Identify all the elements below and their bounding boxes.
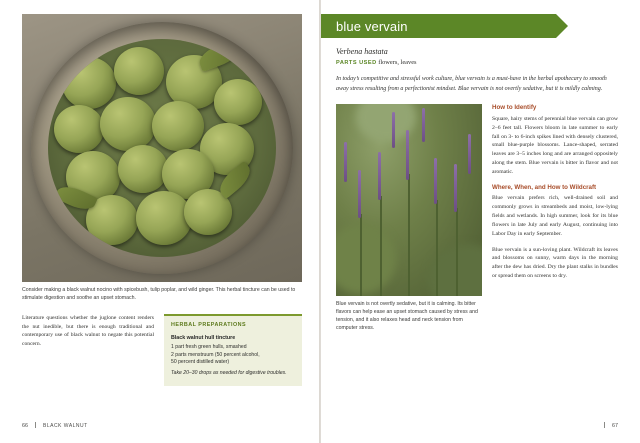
black-walnut-photo (22, 14, 302, 282)
left-page-footer (22, 421, 88, 429)
photo-caption-right: Blue vervain is not overtly sedative, but it is calming. Its bitter flavors can help ease an upset stomach caused by stress and tension, and it also relaxes head and neck tension from computer stress. (336, 301, 478, 331)
page-gutter (319, 0, 321, 443)
closing-paragraph: Blue vervain is a sun-loving plant. Wildcraft its leaves and blossoms on sunny, warm days in the morning after the dew has dried. Dry the plant stalks in bundles or spread them on screens to dry. (492, 246, 618, 280)
section-heading-wildcraft: Where, When, and How to Wildcraft (492, 183, 597, 191)
photo-caption-left: Consider making a black walnut nocino with spicebush, tulip poplar, and wild ginger. This herbal tincture can be used to stimulate digestion and soothe an upset stomach. (22, 287, 296, 301)
prep-recipe-title: Black walnut hull tincture (171, 335, 236, 342)
folio-right: 67 (612, 423, 618, 429)
parts-used-row (336, 59, 618, 66)
parts-used-value: flowers, leaves (378, 59, 417, 66)
prep-line-3: 50 percent distilled water) (171, 359, 230, 366)
footer-divider-right (604, 422, 605, 428)
right-page (320, 0, 640, 443)
prep-box-heading: HERBAL PREPARATIONS (171, 322, 247, 329)
blue-vervain-photo (336, 104, 482, 296)
lede-paragraph: In today’s competitive and stressful work culture, blue vervain is a must-have in the herbal apothecary to smooth away stress resulting from a perfectionist mindset. Blue vervain is not overtly sedative, but it is mildly calming. (336, 76, 607, 92)
vervain-photo-column (336, 104, 482, 332)
right-content-columns (336, 104, 618, 332)
parts-used-label: PARTS USED (336, 60, 377, 66)
bowl-interior (48, 39, 276, 257)
right-body-column (492, 104, 618, 332)
herbal-preparations-box (164, 314, 302, 386)
right-page-footer (602, 421, 618, 429)
section-body-wildcraft: Blue vervain prefers rich, well-drained soil and commonly grows in streambeds and moist, low-lying fields and wetlands. In high summer, look for its blue flowers in late July and early August, continuing into Labor Day in early September. (492, 195, 618, 237)
left-content-columns (22, 314, 302, 386)
prep-line-2: 2 parts menstruum (50 percent alcohol, (171, 351, 260, 358)
left-body-text: Literature questions whether the juglone content renders the nut inedible, but there is enough traditional and contemporary use of black walnut to negate this potential concern. (22, 315, 154, 348)
section-heading-identify: How to Identify (492, 104, 537, 112)
section-body-identify: Square, hairy stems of perennial blue vervain can grow 2–6 feet tall. Flowers bloom in late summer to early fall on 3- to 6-inch spikes lined with densely clustered, small blue-purple blossoms. Lance-shaped, serrated leaves are 3–5 inches long and are arranged oppositely along the stem. Blue vervain is bitter in flavor and not aromatic. (492, 115, 618, 175)
page-title: blue vervain (336, 18, 408, 34)
footer-divider (35, 422, 36, 428)
chapter-title-banner (320, 14, 556, 38)
running-head-left: BLACK WALNUT (43, 423, 88, 429)
folio-left: 66 (22, 423, 28, 429)
latin-name: Verbena hastata (336, 47, 388, 56)
prep-line-1: 1 part fresh green hulls, smashed (171, 344, 247, 351)
prep-note: Take 20–30 drops as needed for digestive troubles. (171, 369, 287, 376)
